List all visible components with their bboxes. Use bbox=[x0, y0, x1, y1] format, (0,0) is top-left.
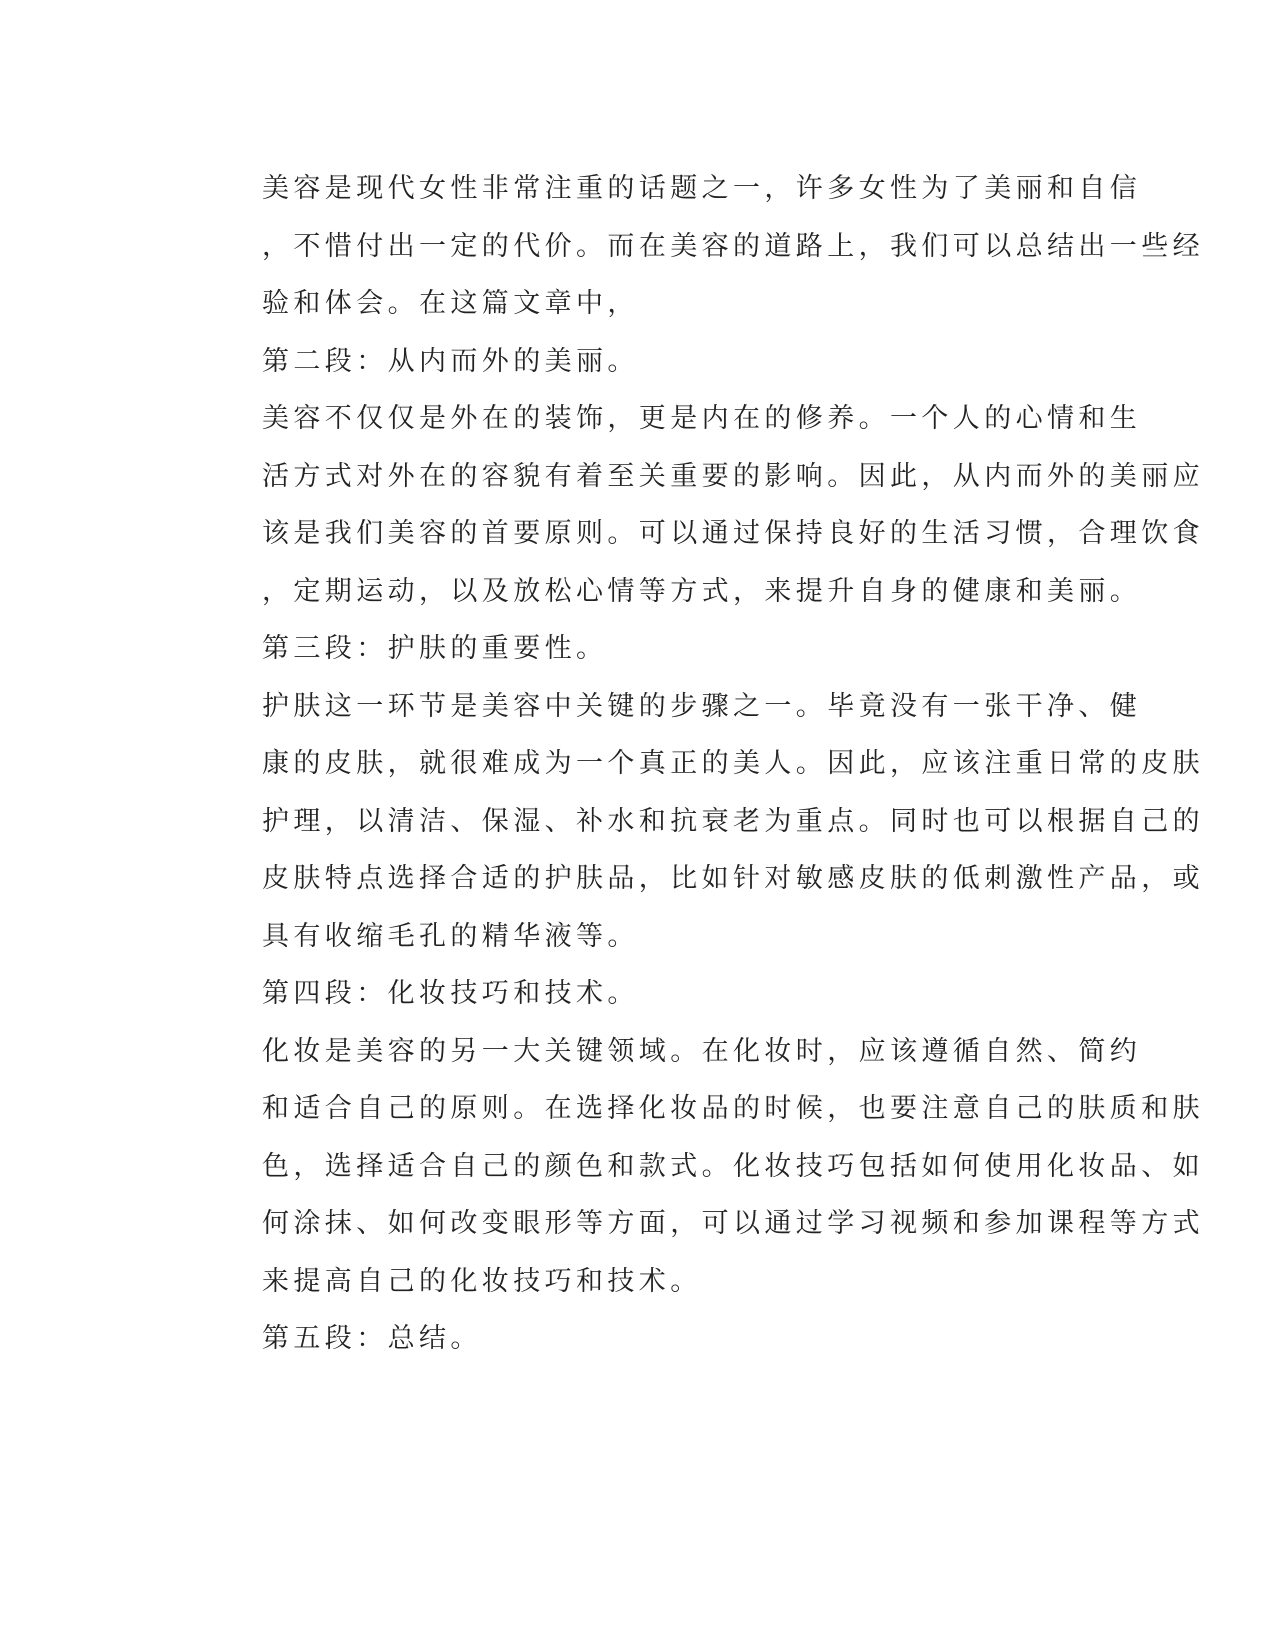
text-line: 护肤这一环节是美容中关键的步骤之一。毕竟没有一张干净、健 bbox=[262, 690, 1142, 722]
document-body bbox=[186, 160, 1204, 1368]
text-line: ，不惜付出一定的代价。而在美容的道路上，我们可以总结出一些经 bbox=[262, 230, 1204, 262]
section-heading-5 bbox=[186, 1310, 1066, 1368]
text-line: 康的皮肤，就很难成为一个真正的美人。因此，应该注重日常的皮肤 bbox=[262, 748, 1204, 779]
text-line: 色，选择适合自己的颜色和款式。化妆技巧包括如何使用化妆品、如 bbox=[262, 1150, 1204, 1182]
text-line: 该是我们美容的首要原则。可以通过保持良好的生活习惯，合理饮食 bbox=[262, 518, 1204, 549]
text-line: 美容是现代女性非常注重的话题之一，许多女性为了美丽和自信 bbox=[262, 173, 1142, 204]
heading-text: 第四段：化妆技巧和技术。 bbox=[262, 978, 639, 1009]
section-heading-4 bbox=[186, 965, 1066, 1023]
text-line: 验和体会。在这篇文章中， bbox=[262, 288, 639, 319]
text-line: 来提高自己的化妆技巧和技术。 bbox=[262, 1265, 702, 1297]
text-line: 和适合自己的原则。在选择化妆品的时候，也要注意自己的肤质和肤 bbox=[262, 1093, 1204, 1124]
text-line: 美容不仅仅是外在的装饰，更是内在的修养。一个人的心情和生 bbox=[262, 403, 1142, 434]
text-line: 活方式对外在的容貌有着至关重要的影响。因此，从内而外的美丽应 bbox=[262, 460, 1204, 492]
heading-text: 第五段：总结。 bbox=[262, 1323, 482, 1354]
heading-text: 第三段：护肤的重要性。 bbox=[262, 633, 608, 664]
paragraph-inner-beauty bbox=[186, 390, 1204, 620]
paragraph-intro bbox=[186, 160, 1204, 333]
text-line: ，定期运动，以及放松心情等方式，来提升自身的健康和美丽。 bbox=[262, 575, 1142, 607]
heading-text: 第二段：从内而外的美丽。 bbox=[262, 345, 639, 377]
paragraph-skincare bbox=[186, 678, 1204, 966]
section-heading-2 bbox=[186, 333, 1066, 391]
text-line: 具有收缩毛孔的精华液等。 bbox=[262, 920, 639, 952]
text-line: 皮肤特点选择合适的护肤品，比如针对敏感皮肤的低刺激性产品，或 bbox=[262, 863, 1204, 894]
section-heading-3 bbox=[186, 620, 1066, 678]
paragraph-makeup bbox=[186, 1023, 1204, 1311]
text-line: 何涂抹、如何改变眼形等方面，可以通过学习视频和参加课程等方式 bbox=[262, 1208, 1204, 1239]
text-line: 护理，以清洁、保湿、补水和抗衰老为重点。同时也可以根据自己的 bbox=[262, 805, 1204, 837]
text-line: 化妆是美容的另一大关键领域。在化妆时，应该遵循自然、简约 bbox=[262, 1035, 1142, 1067]
